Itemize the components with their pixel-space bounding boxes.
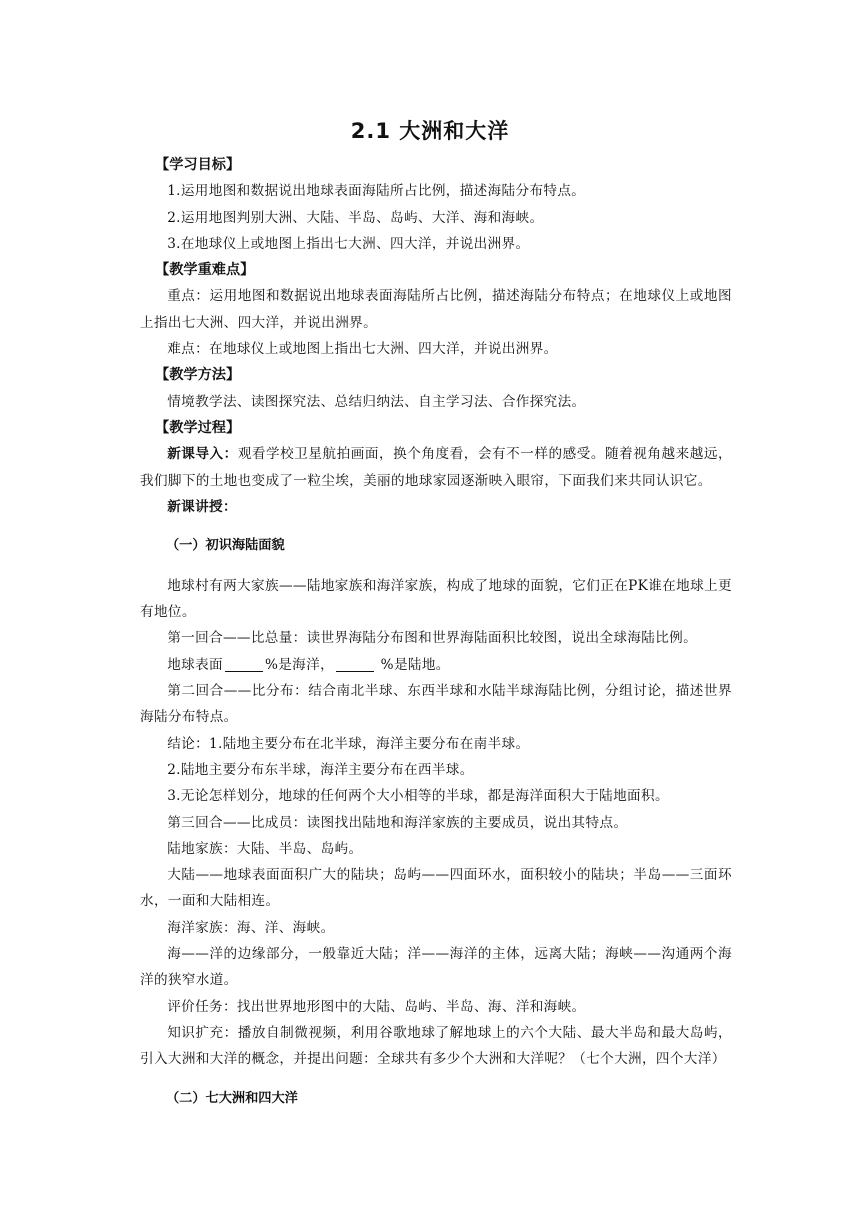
blank-ocean-percent xyxy=(225,656,263,672)
document-body xyxy=(140,152,732,1125)
teaching-methods-text: 情境教学法、读图探究法、总结归纳法、自主学习法、合作探究法。 xyxy=(167,393,586,410)
heading-teaching-methods: 【教学方法】 xyxy=(155,367,241,384)
lecture-label: 新课讲授： xyxy=(167,498,237,515)
section-heading-1: （一）初识海陆面貌 xyxy=(166,538,285,554)
page-title: 2.1 大洲和大洋 xyxy=(350,119,510,143)
conclusion-3: 3.无论怎样划分，地球的任何两个大小相等的半球，都是海洋面积大于陆地面积。 xyxy=(167,788,669,805)
intro-label: 新课导入： xyxy=(167,446,238,463)
blank-land-percent xyxy=(336,656,374,672)
paragraph-2: 第一回合——比总量：读世界海陆分布图和世界海陆面积比较图，说出全球海陆比例。 xyxy=(167,630,698,647)
conclusion-2: 2.陆地主要分布东半球，海洋主要分布在西半球。 xyxy=(167,761,474,778)
paragraph-9: 海——洋的边缘部分，一般靠近大陆；洋——海洋的主体，远离大陆；海峡——沟通两个海洋的狭窄水道。 xyxy=(140,945,732,989)
paragraph-5: 第三回合——比成员：读图找出陆地和海洋家族的主要成员，说出其特点。 xyxy=(167,814,628,831)
fill-blank-paragraph xyxy=(140,652,732,678)
paragraph-10: 评价任务：找出世界地形图中的大陆、岛屿、半岛、海、洋和海峡。 xyxy=(167,998,586,1015)
paragraph-8: 海洋家族：海、洋、海峡。 xyxy=(167,919,335,936)
goal-item-3: 3.在地球仪上或地图上指出七大洲、四大洋，并说出洲界。 xyxy=(167,235,530,252)
conclusion-1: 结论：1.陆地主要分布在北半球，海洋主要分布在南半球。 xyxy=(167,735,530,752)
goal-item-1: 1.运用地图和数据说出地球表面海陆所占比例，描述海陆分布特点。 xyxy=(167,183,586,200)
fill-blank-text-c: %是陆地。 xyxy=(376,656,450,673)
fill-blank-text-a: 地球表面 xyxy=(167,656,223,673)
paragraph-1: 地球村有两大家族——陆地家族和海洋家族，构成了地球的面貌，它们正在PK谁在地球上更有地位。 xyxy=(140,577,732,621)
paragraph-6: 陆地家族：大陆、半岛、岛屿。 xyxy=(167,840,363,857)
key-point-text: 重点：运用地图和数据说出地球表面海陆所占比例，描述海陆分布特点；在地球仪上或地图上指出七大洲、四大洋，并说出洲界。 xyxy=(140,288,732,331)
fill-blank-text-b: %是海洋， xyxy=(264,656,335,673)
section-heading-2: （二）七大洲和四大洋 xyxy=(166,1090,298,1106)
difficult-point-text: 难点：在地球仪上或地图上指出七大洲、四大洋，并说出洲界。 xyxy=(167,341,558,358)
goal-item-2: 2.运用地图判别大洲、大陆、半岛、岛屿、大洋、海和海峡。 xyxy=(167,209,544,226)
heading-key-points: 【教学重难点】 xyxy=(155,262,255,279)
paragraph-7: 大陆——地球表面面积广大的陆块；岛屿——四面环水，面积较小的陆块；半岛——三面环水，一面和大陆相连。 xyxy=(140,867,732,910)
heading-teaching-process: 【教学过程】 xyxy=(155,419,241,436)
heading-learning-goals: 【学习目标】 xyxy=(155,157,241,173)
intro-paragraph xyxy=(140,441,732,494)
paragraph-4: 第二回合——比分布：结合南北半球、东西半球和水陆半球海陆比例，分组讨论，描述世界海陆分布特点。 xyxy=(140,683,732,726)
paragraph-11: 知识扩充：播放自制微视频，利用谷歌地球了解地球上的六个大陆、最大半岛和最大岛屿，引入大洲和大洋的概念，并提出问题：全球共有多少个大洲和大洋呢？（七个大洲，四个大洋） xyxy=(140,1024,732,1068)
intro-text: 观看学校卫星航拍画面，换个角度看，会有不一样的感受。随着视角越来越远，我们脚下的土地也变成了一粒尘埃，美丽的地球家园逐渐映入眼帘，下面我们来共同认识它。 xyxy=(140,446,732,489)
